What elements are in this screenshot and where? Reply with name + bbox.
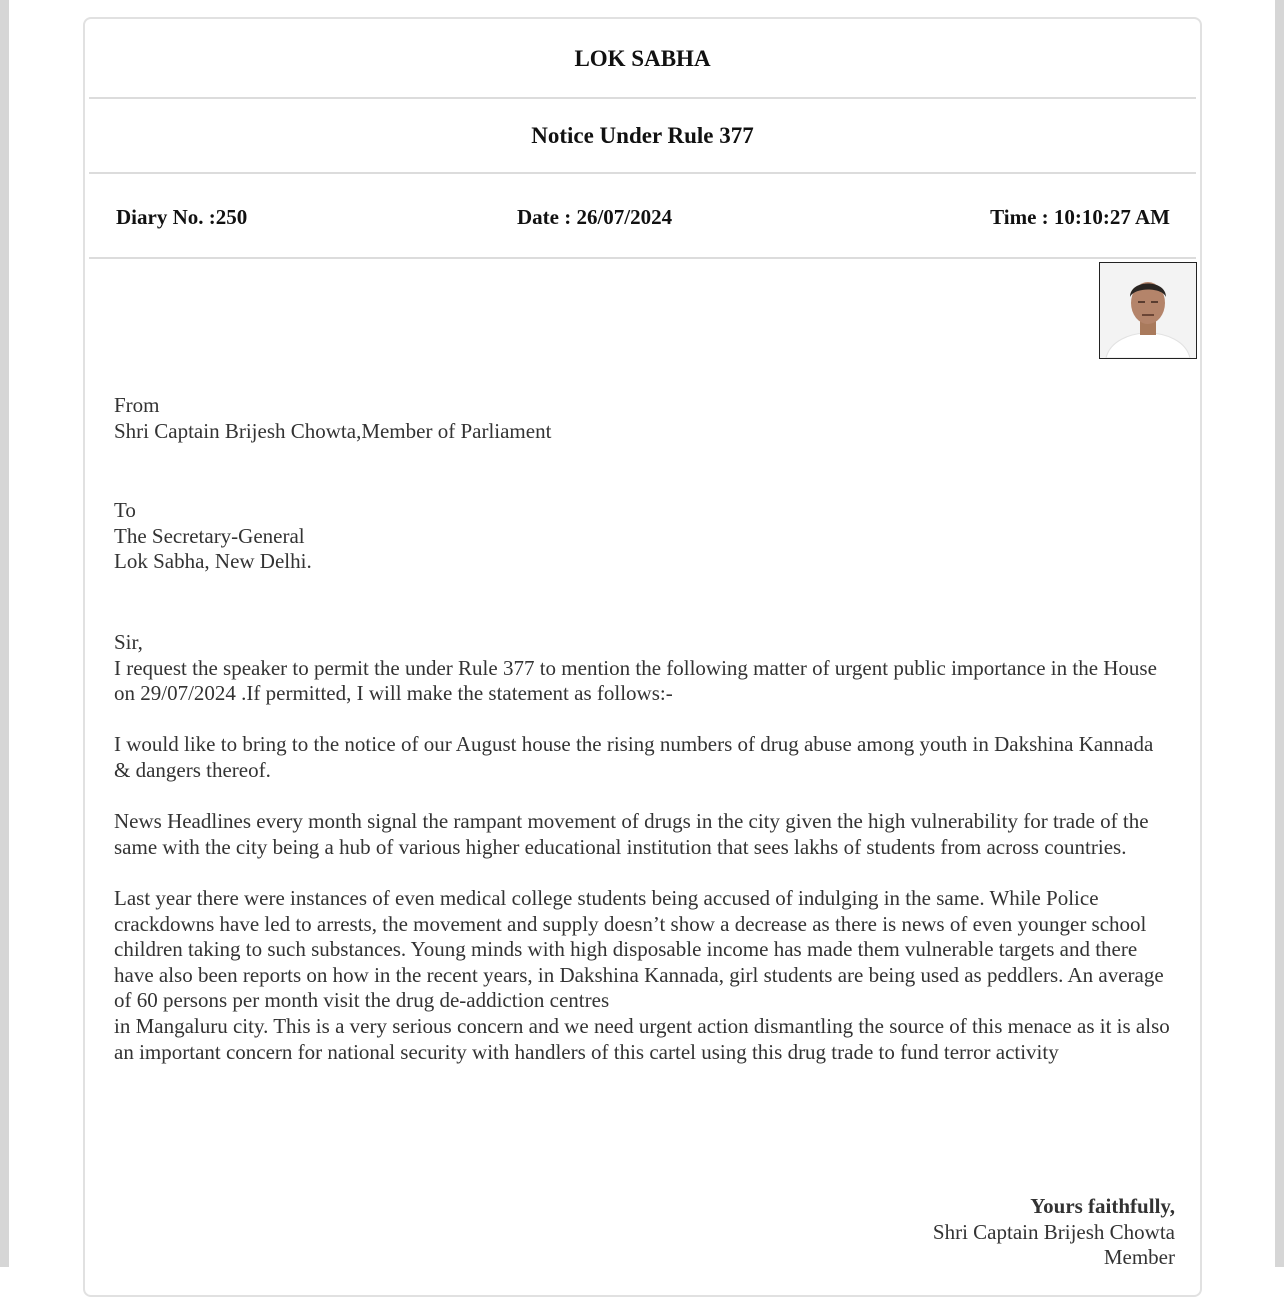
to-label: To xyxy=(114,498,136,522)
salutation: Sir, xyxy=(114,630,143,654)
body-paragraph: I would like to bring to the notice of our August house the rising numbers of drug abuse among youth in Dakshina Kannada & dangers thereof. xyxy=(114,732,1154,782)
notice-title: Notice Under Rule 377 xyxy=(531,123,754,148)
body-paragraph: in Mangaluru city. This is a very serious concern and we need urgent action dismantling the source of this menace as it is also an important concern for national security with handlers of this cartel using this drug trade to fund terror activity xyxy=(114,1013,1170,1064)
from-name: Shri Captain Brijesh Chowta,Member of Parliament xyxy=(114,418,552,443)
from-label: From xyxy=(114,393,160,417)
closing: Yours faithfully, xyxy=(1030,1194,1175,1218)
header-meta-row xyxy=(89,174,1196,259)
letter-body xyxy=(114,630,1174,1065)
header-notice-row xyxy=(89,99,1196,174)
request-paragraph: I request the speaker to permit the under Rule 377 to mention the following matter of urgent public importance in the House on 29/07/2024 .If permitted, I will make the statement as follows:- xyxy=(114,655,1157,706)
page-right-edge xyxy=(1275,0,1284,1267)
signatory-name: Shri Captain Brijesh Chowta xyxy=(932,1219,1175,1244)
header-title-row xyxy=(89,19,1196,99)
diary-number: Diary No. :250 xyxy=(116,205,248,229)
member-photo xyxy=(1099,262,1197,359)
notice-time: Time : 10:10:27 AM xyxy=(990,205,1170,229)
from-section xyxy=(114,393,1174,444)
to-line-2: Lok Sabha, New Delhi. xyxy=(114,549,312,574)
signature-block xyxy=(933,1194,1175,1271)
body-paragraph: Last year there were instances of even medical college students being accused of indulging in the same. While Police crackdowns have led to arrests, the movement and supply doesn’t show a decrease as there is news of even younger school children taking to such substances. Young minds with high disposable income has made them vulnerable targets and there have also been reports on how in the recent years, in Dakshina Kannada, girl students are being used as peddlers. An average of 60 persons per month visit the drug de-addiction centres xyxy=(114,885,1164,1013)
to-section xyxy=(114,498,1174,575)
body-paragraph: News Headlines every month signal the rampant movement of drugs in the city given the high vulnerability for trade of the same with the city being a hub of various higher educational institution that sees lakhs of students from across countries. xyxy=(114,809,1149,859)
signatory-designation: Member xyxy=(1103,1245,1175,1270)
to-line-1: The Secretary-General xyxy=(114,523,305,548)
page-left-edge xyxy=(0,0,9,1267)
page-title: LOK SABHA xyxy=(574,46,711,71)
member-portrait-icon xyxy=(1100,263,1196,358)
notice-date: Date : 26/07/2024 xyxy=(517,205,673,229)
